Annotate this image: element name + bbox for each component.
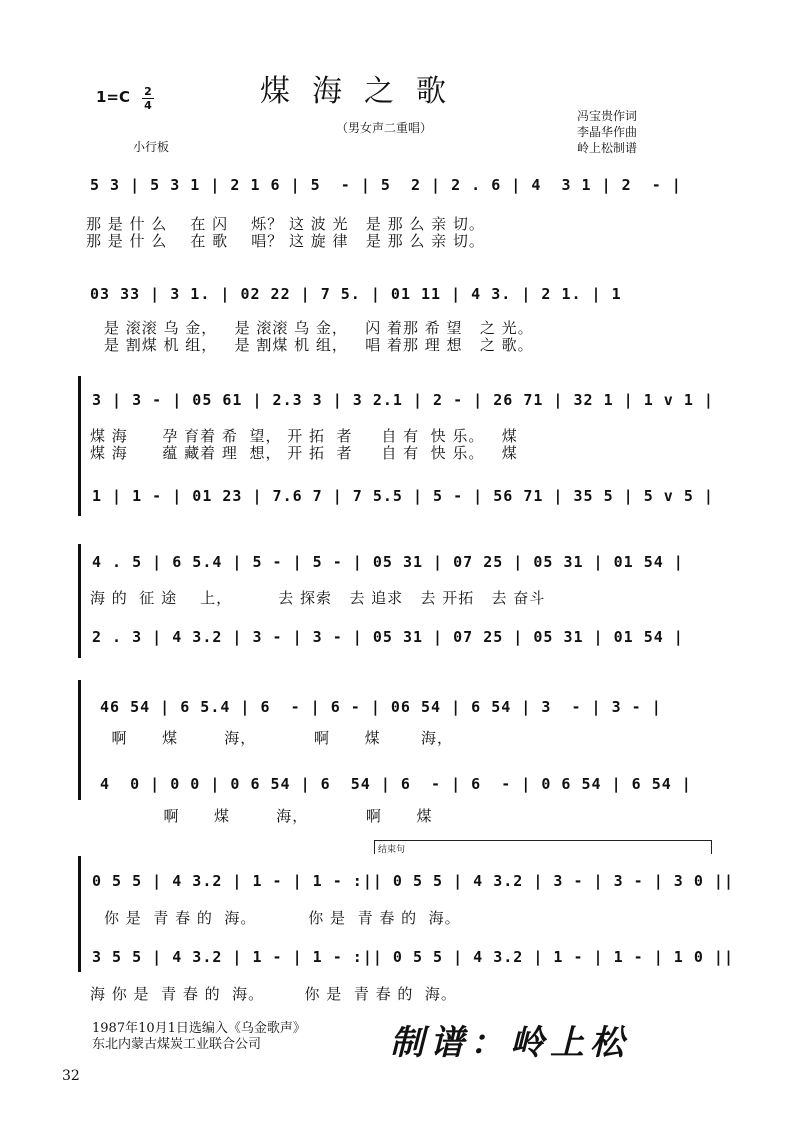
lyric-row-2a: 是 滚滚 乌 金， 是 滚滚 乌 金， 闪 着那 希 望 之 光。 xyxy=(104,319,534,337)
notation-row-4: 1 | 1 - | 01 23 | 7.6 7 | 7 5.5 | 5 - | 56 71 | 35 5 | 5 v 5 | xyxy=(92,487,714,505)
system-bracket-1 xyxy=(78,376,81,516)
lyricist: 冯宝贵作词 xyxy=(577,109,638,123)
ending-bracket-right xyxy=(711,840,712,854)
lyric-row-10: 海 你 是 青 春 的 海。 你 是 青 春 的 海。 xyxy=(90,985,457,1003)
page-number: 32 xyxy=(62,1068,80,1084)
notation-row-1: 5 3 | 5 3 1 | 2 1 6 | 5 - | 5 2 | 2 . 6 | 4 3 1 | 2 - | xyxy=(90,176,682,194)
song-title: 煤海之歌 xyxy=(260,74,468,109)
ending-label: 结束句 xyxy=(378,845,406,855)
lyric-row-8: 啊 煤 海， 啊 煤 xyxy=(100,807,433,825)
footer-line-1: 1987年10月1日选编入《乌金歌声》 xyxy=(92,1021,306,1036)
song-subtitle: （男女声二重唱） xyxy=(336,121,433,135)
notation-row-3: 3 | 3 - | 05 61 | 2.3 3 | 3 2.1 | 2 - | 26 71 | 32 1 | 1 v 1 | xyxy=(92,391,714,409)
time-signature xyxy=(142,86,154,111)
system-bracket-3 xyxy=(78,680,81,800)
notation-row-9: 0 5 5 | 4 3.2 | 1 - | 1 - :|| 0 5 5 | 4 3.2 | 3 - | 3 - | 3 0 || xyxy=(92,872,734,890)
notation-row-6: 2 . 3 | 4 3.2 | 3 - | 3 - | 05 31 | 07 25 | 05 31 | 01 54 | xyxy=(92,628,684,646)
notation-row-10: 3 5 5 | 4 3.2 | 1 - | 1 - :|| 0 5 5 | 4 3.2 | 1 - | 1 - | 1 0 || xyxy=(92,948,734,966)
lyric-row-2b: 是 割煤 机 组， 是 割煤 机 组， 唱 着那 理 想 之 歌。 xyxy=(104,336,534,354)
lyric-row-1b: 那 是 什 么 在 歌 唱？ 这 旋 律 是 那 么 亲 切。 xyxy=(86,232,485,250)
footer-source xyxy=(92,1021,306,1053)
footer-line-2: 东北内蒙古煤炭工业联合公司 xyxy=(92,1037,262,1052)
lyric-row-1a: 那 是 什 么 在 闪 烁？ 这 波 光 是 那 么 亲 切。 xyxy=(86,215,485,233)
lyric-row-3b: 煤 海 蕴 藏着 理 想， 开 拓 者 自 有 快 乐。 煤 xyxy=(90,444,518,462)
system-bracket-2 xyxy=(78,544,81,658)
notation-row-8: 4 0 | 0 0 | 0 6 54 | 6 54 | 6 - | 6 - | 0 6 54 | 6 54 | xyxy=(100,775,692,793)
ending-bracket-line xyxy=(374,840,712,841)
lyric-row-7: 啊 煤 海， 啊 煤 海， xyxy=(100,729,453,747)
signature: 制谱：岭上松 xyxy=(390,1023,630,1063)
notation-row-7: 46 54 | 6 5.4 | 6 - | 6 - | 06 54 | 6 54 | 3 - | 3 - | xyxy=(100,698,662,716)
arranger: 岭上松制谱 xyxy=(577,141,638,155)
lyric-row-9: 你 是 青 春 的 海。 你 是 青 春 的 海。 xyxy=(104,909,461,927)
time-numerator: 2 xyxy=(144,85,152,98)
lyric-row-5: 海 的 征 途 上， 去 探索 去 追求 去 开拓 去 奋斗 xyxy=(90,589,546,607)
key-signature: 1=C xyxy=(96,88,131,106)
system-bracket-4 xyxy=(78,856,81,972)
lyric-row-3a: 煤 海 孕 育着 希 望， 开 拓 者 自 有 快 乐。 煤 xyxy=(90,427,518,445)
notation-row-2: 03 33 | 3 1. | 02 22 | 7 5. | 01 11 | 4 3. | 2 1. | 1 xyxy=(90,285,622,303)
time-denominator: 4 xyxy=(144,99,152,112)
credits xyxy=(577,108,637,156)
notation-row-5: 4 . 5 | 6 5.4 | 5 - | 5 - | 05 31 | 07 25 | 05 31 | 01 54 | xyxy=(92,553,684,571)
ending-bracket-left xyxy=(374,840,375,854)
tempo-marking: 小行板 xyxy=(133,140,170,154)
composer: 李晶华作曲 xyxy=(577,125,638,139)
